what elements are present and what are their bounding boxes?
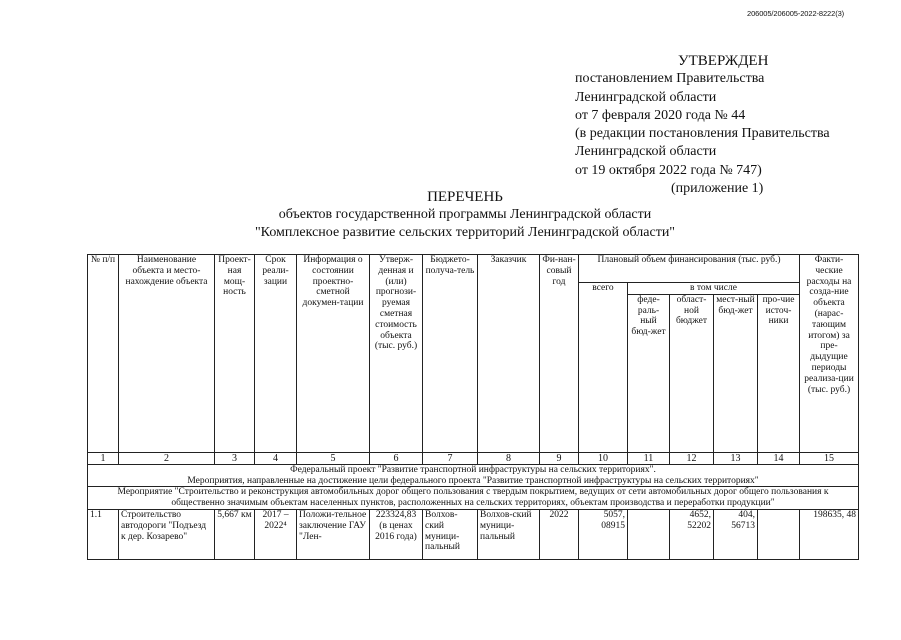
section-subtitle: Мероприятия, направленные на достижение цели федерального проекта "Развитие транспортной инфраструктуры на сельских территориях" — [187, 475, 759, 486]
section-federal-project — [88, 464, 859, 487]
row-num: 1.1 — [88, 509, 119, 559]
col-number: 2 — [119, 452, 215, 464]
header-year: Фи-нан-совый год — [540, 255, 579, 453]
row-name: Строительство автодороги "Подъезд к дер. Козарево" — [119, 509, 215, 559]
header-actual: Факти-ческие расходы на созда-ние объекта (нарас-тающим итогом) за пре-дыдущие периоды реализа-ции (тыс. руб.) — [800, 255, 859, 453]
approval-block — [575, 52, 895, 198]
header-local: мест-ный бюд-жет — [714, 294, 758, 452]
document-subtitle: объектов государственной программы Ленинградской области — [278, 207, 652, 222]
header-cost: Утверж-денная и (или) прогнози-руемая сметная стоимость объекта (тыс. руб.) — [370, 255, 423, 453]
document-title: ПЕРЕЧЕНЬ — [427, 189, 503, 205]
col-number: 5 — [297, 452, 370, 464]
row-other — [758, 509, 800, 559]
row-regional: 4652, 52202 — [670, 509, 714, 559]
approval-line: от 19 октября 2022 года № 747) — [575, 162, 762, 178]
approval-line: от 7 февраля 2020 года № 44 — [575, 107, 746, 123]
col-number: 15 — [800, 452, 859, 464]
approval-heading: УТВЕРЖДЕН — [678, 53, 769, 69]
col-number: 11 — [628, 452, 670, 464]
col-number: 10 — [579, 452, 628, 464]
program-name: "Комплексное развитие сельских территорий Ленинградской области" — [254, 225, 676, 240]
row-term: 2017 – 2022⁴ — [255, 509, 297, 559]
header-total: всего — [579, 283, 628, 453]
header-federal: феде-раль-ный бюд-жет — [628, 294, 670, 452]
approval-line: Ленинградской области — [575, 144, 717, 160]
header-customer: Заказчик — [478, 255, 540, 453]
row-customer: Волхов-ский муници-пальный — [478, 509, 540, 559]
header-num: № п/п — [88, 255, 119, 453]
header-name: Наименование объекта и место-нахождение объекта — [119, 255, 215, 453]
col-number: 4 — [255, 452, 297, 464]
header-other: про-чие источ-ники — [758, 294, 800, 452]
col-number: 1 — [88, 452, 119, 464]
approval-line: постановлением Правительства — [575, 71, 765, 87]
appendix-label: (приложение 1) — [671, 181, 764, 197]
row-actual: 198635, 48 — [800, 509, 859, 559]
row-total: 5057, 08915 — [579, 509, 628, 559]
header-info: Информация о состоянии проектно-сметной докумен-тации — [297, 255, 370, 453]
col-number: 9 — [540, 452, 579, 464]
approval-line: (в редакции постановления Правительства — [575, 126, 830, 142]
col-number: 8 — [478, 452, 540, 464]
header-capacity: Проект-ная мощ-ность — [215, 255, 255, 453]
row-local: 404, 56713 — [714, 509, 758, 559]
section-measure: Мероприятие "Строительство и реконструкция автомобильных дорог общего пользования с твердым покрытием, ведущих от сети автомобильных дорог общего пользования к общественно значимым объектам населенных пунктов, расположенных на сельских территориях, объектам производства и переработки продукции" — [88, 487, 859, 510]
col-number: 13 — [714, 452, 758, 464]
row-federal — [628, 509, 670, 559]
row-info: Положи-тельное заключение ГАУ "Лен- — [297, 509, 370, 559]
row-recipient: Волхов-ский муници-пальный — [423, 509, 478, 559]
approval-line: Ленинградской области — [575, 89, 717, 105]
document-id: 206005/206005-2022-8222(3) — [747, 9, 845, 18]
header-term: Срок реали-зации — [255, 255, 297, 453]
row-year: 2022 — [540, 509, 579, 559]
header-recipient: Бюджето-получа-тель — [423, 255, 478, 453]
row-cost: 223324,83 (в ценах 2016 года) — [370, 509, 423, 559]
objects-table — [87, 254, 859, 560]
col-number: 12 — [670, 452, 714, 464]
row-capacity: 5,667 км — [215, 509, 255, 559]
col-number: 6 — [370, 452, 423, 464]
col-number: 14 — [758, 452, 800, 464]
header-plan: Плановый объем финансирования (тыс. руб.) — [579, 255, 800, 283]
header-incl: в том числе — [628, 283, 800, 295]
col-number: 3 — [215, 452, 255, 464]
header-regional: област-ной бюджет — [670, 294, 714, 452]
section-title: Федеральный проект "Развитие транспортной инфраструктуры на сельских территориях". — [290, 464, 656, 475]
col-number: 7 — [423, 452, 478, 464]
